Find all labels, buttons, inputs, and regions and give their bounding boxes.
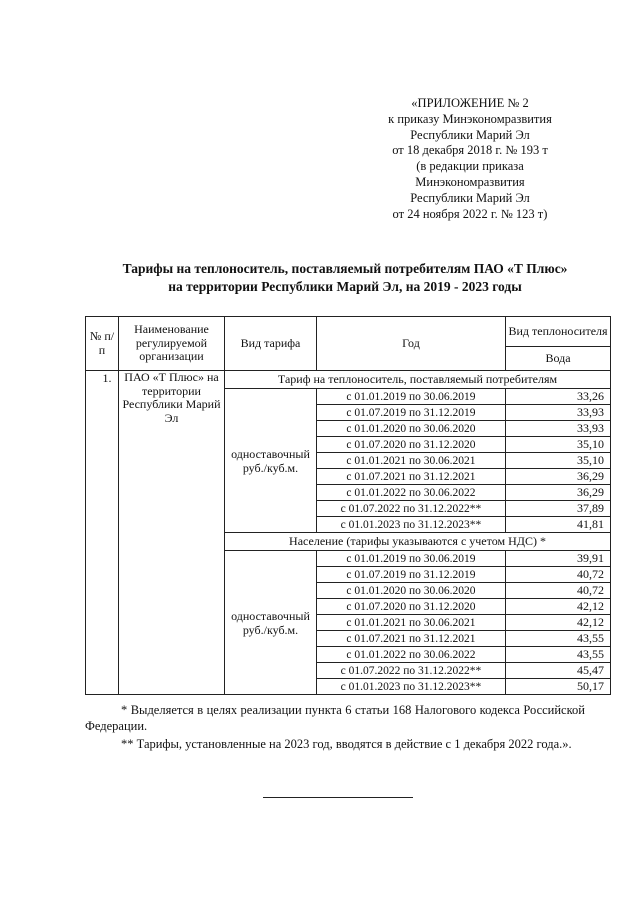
header-org: Наименование регулируемой организации <box>119 317 225 371</box>
value-cell: 35,10 <box>506 453 611 469</box>
period-cell: с 01.07.2021 по 31.12.2021 <box>317 469 506 485</box>
value-cell: 45,47 <box>506 663 611 679</box>
footnotes <box>85 702 585 754</box>
period-cell: с 01.07.2022 по 31.12.2022** <box>317 501 506 517</box>
tariff-table <box>85 316 611 695</box>
period-cell: с 01.01.2019 по 30.06.2019 <box>317 551 506 567</box>
period-cell: с 01.07.2020 по 31.12.2020 <box>317 599 506 615</box>
value-cell: 33,93 <box>506 421 611 437</box>
period-cell: с 01.07.2022 по 31.12.2022** <box>317 663 506 679</box>
value-cell: 33,93 <box>506 405 611 421</box>
appendix-header <box>365 96 575 222</box>
value-cell: 39,91 <box>506 551 611 567</box>
period-cell: с 01.07.2020 по 31.12.2020 <box>317 437 506 453</box>
document-title <box>80 260 610 296</box>
value-cell: 43,55 <box>506 647 611 663</box>
value-cell: 36,29 <box>506 469 611 485</box>
tariff-type: одноставочный руб./куб.м. <box>225 389 317 533</box>
value-cell: 40,72 <box>506 567 611 583</box>
footnote-1: * Выделяется в целях реализации пункта 6 статьи 168 Налогового кодекса Российской Федерации. <box>85 703 585 733</box>
period-cell: с 01.01.2023 по 31.12.2023** <box>317 679 506 695</box>
period-cell: с 01.01.2021 по 30.06.2021 <box>317 615 506 631</box>
appendix-line: к приказу Минэкономразвития <box>388 111 552 126</box>
organization-name: ПАО «Т Плюс» на территории Республики Марий Эл <box>119 371 225 695</box>
appendix-line: Минэкономразвития <box>415 174 525 189</box>
value-cell: 50,17 <box>506 679 611 695</box>
header-carrier: Вид теплоносителя <box>506 317 611 347</box>
appendix-line: «ПРИЛОЖЕНИЕ № 2 <box>411 96 529 110</box>
period-cell: с 01.01.2022 по 30.06.2022 <box>317 485 506 501</box>
footnote-2: ** Тарифы, установленные на 2023 год, вводятся в действие с 1 декабря 2022 года.». <box>121 737 572 751</box>
header-tariff-type: Вид тарифа <box>225 317 317 371</box>
tariff-type: одноставочный руб./куб.м. <box>225 551 317 695</box>
appendix-line: от 24 ноября 2022 г. № 123 т) <box>392 206 548 221</box>
header-year: Год <box>317 317 506 371</box>
period-cell: с 01.01.2019 по 30.06.2019 <box>317 389 506 405</box>
appendix-line: Республики Марий Эл <box>410 190 530 205</box>
appendix-line: Республики Марий Эл <box>410 127 530 142</box>
closing-rule <box>263 797 413 798</box>
period-cell: с 01.01.2020 по 30.06.2020 <box>317 583 506 599</box>
value-cell: 35,10 <box>506 437 611 453</box>
period-cell: с 01.01.2021 по 30.06.2021 <box>317 453 506 469</box>
period-cell: с 01.01.2020 по 30.06.2020 <box>317 421 506 437</box>
header-water: Вода <box>506 347 611 371</box>
section-heading: Население (тарифы указываются с учетом НДС) * <box>225 533 611 551</box>
value-cell: 41,81 <box>506 517 611 533</box>
section-heading-row <box>86 371 611 389</box>
period-cell: с 01.01.2023 по 31.12.2023** <box>317 517 506 533</box>
value-cell: 36,29 <box>506 485 611 501</box>
section-heading: Тариф на теплоноситель, поставляемый потребителям <box>225 371 611 389</box>
period-cell: с 01.07.2021 по 31.12.2021 <box>317 631 506 647</box>
header-num: № п/п <box>86 317 119 371</box>
value-cell: 43,55 <box>506 631 611 647</box>
title-line-1: Тарифы на теплоноситель, поставляемый потребителям ПАО «Т Плюс» <box>122 261 568 276</box>
value-cell: 33,26 <box>506 389 611 405</box>
period-cell: с 01.01.2022 по 30.06.2022 <box>317 647 506 663</box>
period-cell: с 01.07.2019 по 31.12.2019 <box>317 567 506 583</box>
appendix-line: от 18 декабря 2018 г. № 193 т <box>392 143 548 158</box>
value-cell: 37,89 <box>506 501 611 517</box>
row-number: 1. <box>86 371 119 695</box>
value-cell: 40,72 <box>506 583 611 599</box>
value-cell: 42,12 <box>506 599 611 615</box>
appendix-line: (в редакции приказа <box>416 159 524 174</box>
value-cell: 42,12 <box>506 615 611 631</box>
period-cell: с 01.07.2019 по 31.12.2019 <box>317 405 506 421</box>
tariff-body <box>86 371 611 695</box>
title-line-2: на территории Республики Марий Эл, на 2019 - 2023 годы <box>168 279 522 294</box>
